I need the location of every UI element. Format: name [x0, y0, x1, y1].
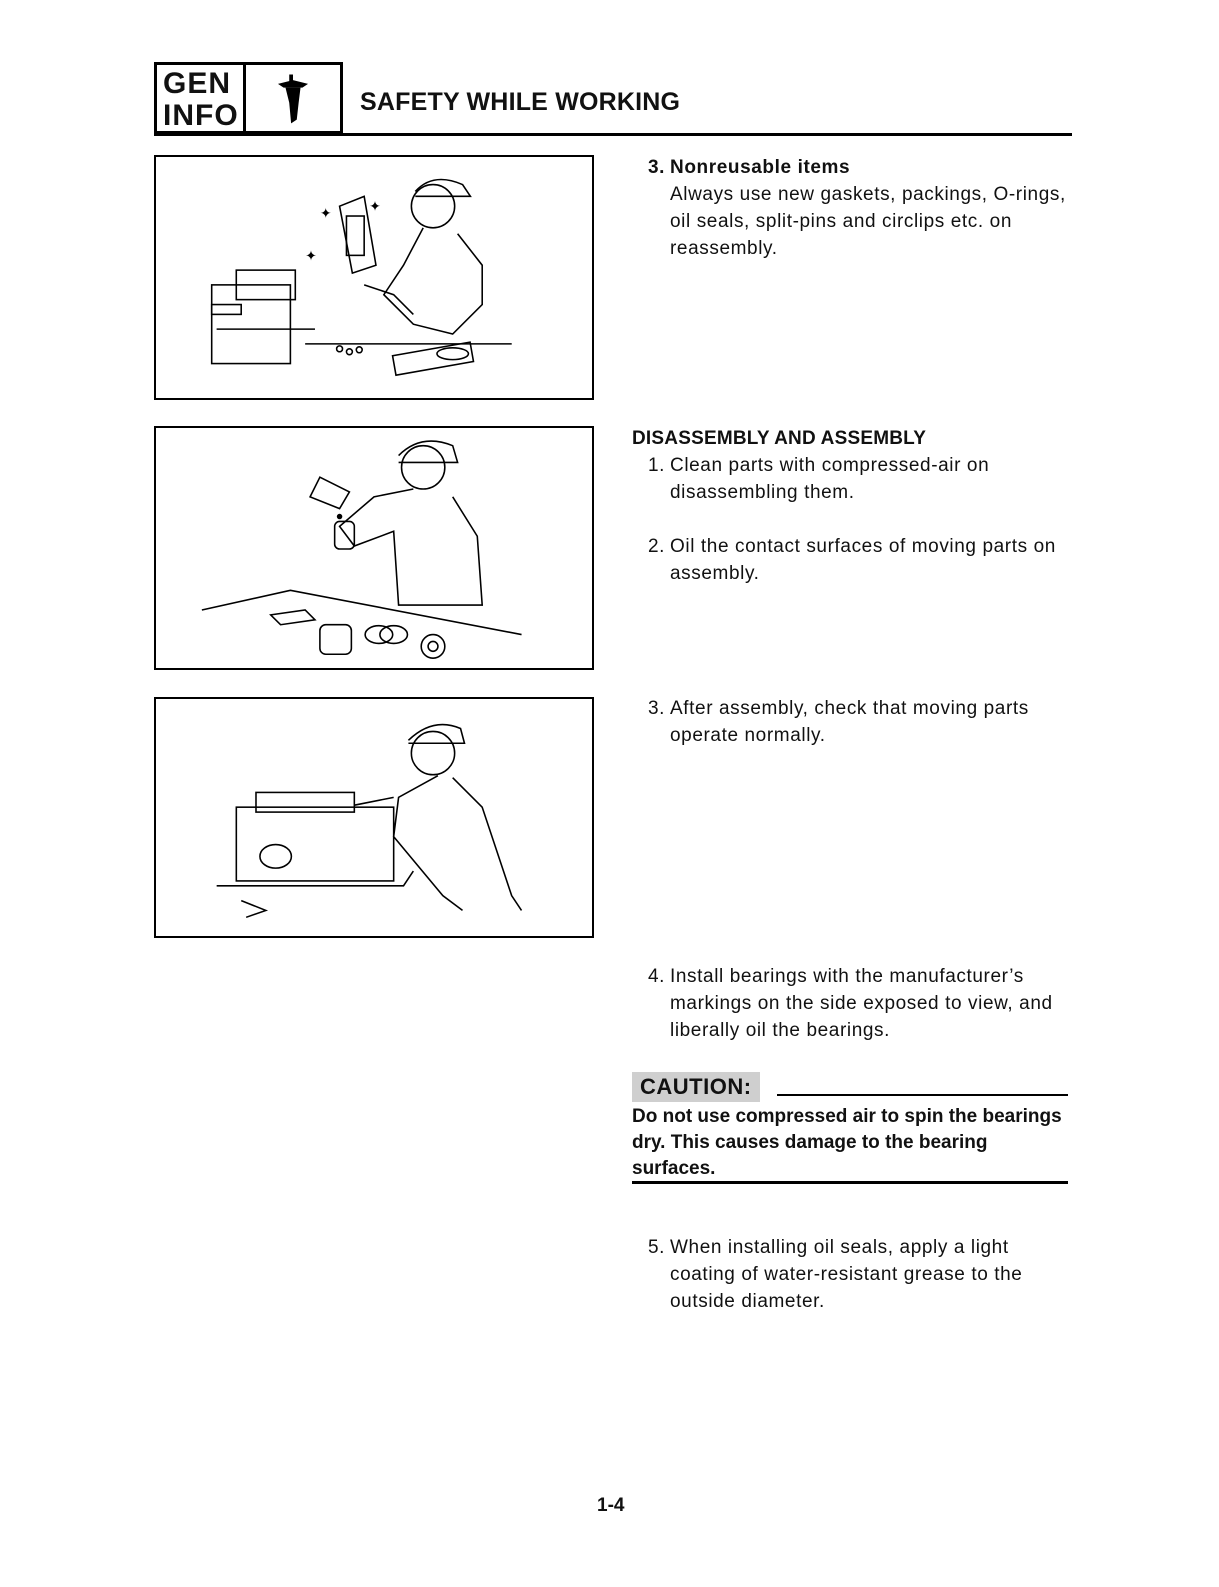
section-tab-line2: INFO [163, 99, 239, 132]
section-tab-gen-info [154, 62, 246, 134]
caution-bottom-rule [632, 1181, 1068, 1184]
item-text: Install bearings with the manufacturer’s markings on the side exposed to view, and liberally oil the bearings. [670, 966, 1053, 1041]
nonreusable-item [648, 154, 1078, 262]
section-heading-disassembly: DISASSEMBLY AND ASSEMBLY [632, 428, 927, 449]
illustration-checking-assembly [154, 697, 594, 938]
nonreusable-heading: Nonreusable items [670, 157, 851, 178]
item-text: Oil the contact surfaces of moving parts on assembly. [670, 536, 1056, 584]
item-number: 2. [648, 536, 666, 557]
list-item [648, 963, 1078, 1044]
page-title: SAFETY WHILE WORKING [360, 88, 681, 116]
list-item [648, 452, 1078, 506]
nonreusable-body: Always use new gaskets, packings, O-rings, oil seals, split-pins and circlips etc. on reassembly. [670, 184, 1066, 259]
illustration-gasket-inspection [154, 155, 594, 400]
item-number: 1. [648, 455, 666, 476]
list-item [648, 695, 1078, 749]
outboard-motor-icon [243, 62, 343, 134]
caution-top-rule [777, 1094, 1068, 1096]
item-number: 3. [648, 698, 666, 719]
svg-text:✦: ✦ [369, 199, 381, 215]
header-rule [154, 133, 1072, 136]
caution-text: Do not use compressed air to spin the bearings dry. This causes damage to the bearing surfaces. [632, 1106, 1062, 1179]
item-text: Clean parts with compressed-air on disassembling them. [670, 455, 990, 503]
illustration-oiling-parts [154, 426, 594, 670]
item-number: 4. [648, 966, 666, 987]
svg-text:✦: ✦ [305, 248, 317, 264]
list-item [648, 1234, 1078, 1315]
section-tab-line1: GEN [163, 67, 232, 100]
page-number: 1-4 [597, 1495, 625, 1516]
list-item [648, 533, 1078, 587]
caution-label: CAUTION: [632, 1072, 760, 1102]
item-number: 5. [648, 1237, 666, 1258]
item-text: After assembly, check that moving parts operate normally. [670, 698, 1029, 746]
item-text: When installing oil seals, apply a light coating of water-resistant grease to the outside diameter. [670, 1237, 1023, 1312]
item-number: 3. [648, 157, 666, 178]
svg-text:✦: ✦ [319, 205, 332, 221]
